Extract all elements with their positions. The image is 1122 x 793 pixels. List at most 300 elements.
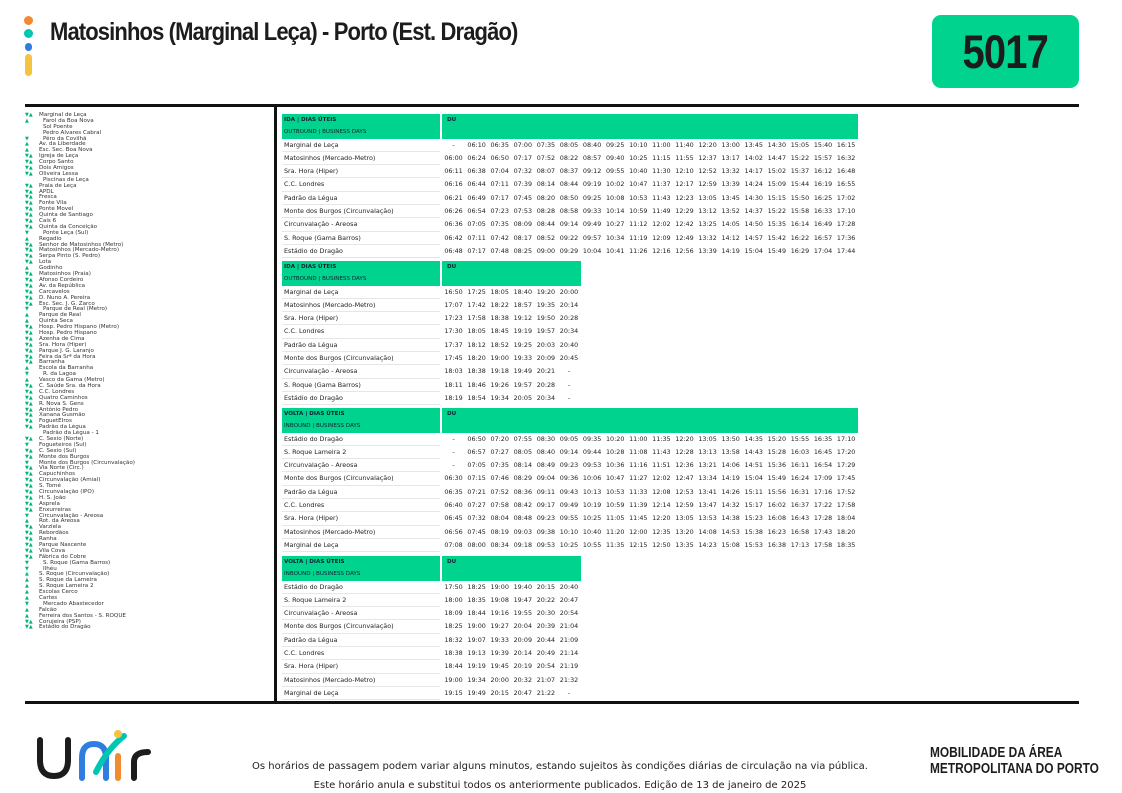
departure-time: 07:05: [467, 461, 486, 470]
departure-time: 06:40: [444, 501, 463, 510]
departure-time: 12:29: [675, 207, 694, 216]
stop-name: R. da Lagoa: [43, 371, 76, 378]
departure-time: 19:34: [490, 393, 509, 402]
direction-marker: ▼▲: [25, 406, 33, 413]
departure-time: 19:19: [467, 662, 486, 671]
row-stop-name: Matosinhos (Mercado-Metro): [282, 151, 440, 164]
departure-time: 19:00: [490, 582, 509, 591]
departure-time: 07:11: [490, 180, 509, 189]
departure-time: 09:53: [536, 540, 556, 549]
timetable-3: [282, 408, 858, 552]
timetable-row: [282, 607, 581, 620]
departure-time: 15:36: [767, 461, 787, 470]
stop-name: Parque Nascente: [39, 542, 87, 549]
departure-time: 18:46: [467, 380, 486, 389]
departure-time: 08:14: [536, 180, 556, 189]
departure-time: -: [452, 447, 455, 456]
departure-time: 09:03: [513, 527, 533, 536]
departure-time: 11:12: [629, 220, 648, 229]
stop-list: [25, 113, 270, 631]
departure-time: 16:14: [790, 220, 810, 229]
direction-marker: ▲: [25, 583, 29, 590]
departure-time: 18:19: [444, 393, 463, 402]
stop-name: Quinta de Santiago: [39, 212, 93, 219]
table-subtitle: OUTBOUND | BUSINESS DAYS: [282, 273, 440, 285]
departure-time: 12:10: [675, 167, 694, 176]
departure-time: 07:35: [490, 461, 509, 470]
departure-time: 19:08: [490, 595, 509, 604]
departure-time: 09:43: [559, 487, 579, 496]
departure-time: 06:54: [467, 207, 486, 216]
row-stop-name: Monte dos Burgos (Circunvalação): [282, 352, 440, 365]
departure-time: 13:34: [698, 474, 717, 483]
stop-name: Vasco da Gama (Metro): [39, 377, 105, 384]
departure-time: 06:24: [467, 153, 486, 162]
stop-name: Fresca: [39, 194, 57, 201]
timetable-row: [282, 312, 581, 325]
direction-marker: ▼▲: [25, 271, 33, 278]
departure-time: 12:36: [675, 461, 694, 470]
departure-time: 07:52: [490, 487, 509, 496]
departure-time: 17:58: [836, 501, 856, 510]
departure-time: 12:20: [652, 514, 671, 523]
stop-name: Cais 6: [39, 218, 57, 225]
table-subtitle: INBOUND | BUSINESS DAYS: [282, 420, 440, 432]
departure-time: 12:14: [652, 501, 671, 510]
departure-time: 17:22: [813, 501, 833, 510]
stop-name: Fonte Vila: [39, 200, 67, 207]
departure-time: 08:05: [559, 140, 579, 149]
table-subtitle-row: [282, 420, 858, 432]
departure-time: 15:56: [767, 487, 787, 496]
stop-name: Farol da Boa Nova: [43, 117, 94, 124]
departure-time: 19:33: [490, 635, 509, 644]
row-stop-name: Sra. Hora (Hiper): [282, 312, 440, 325]
direction-marker: ▼: [25, 600, 29, 607]
timetable-row: [282, 378, 581, 391]
departure-time: 07:45: [513, 193, 533, 202]
departure-time: 14:38: [721, 514, 740, 523]
departure-time: 09:12: [582, 167, 602, 176]
departure-time: 20:05: [513, 393, 533, 402]
timetable-row: [282, 365, 581, 378]
departure-time: 18:12: [467, 340, 486, 349]
departure-time: 19:00: [467, 622, 486, 631]
stop-name: Matosinhos (Mercado-Metro): [39, 247, 120, 254]
timetable-row: [282, 633, 581, 646]
departure-time: 13:50: [721, 434, 740, 443]
timetable-row: [282, 151, 858, 164]
departure-time: -: [567, 367, 571, 376]
departure-time: 19:47: [513, 595, 533, 604]
departure-time: 15:37: [790, 167, 810, 176]
stop-name: Circunvalação (IPO): [39, 489, 95, 495]
departure-time: 15:11: [744, 487, 763, 496]
row-stop-name: Marginal de Leça: [282, 286, 440, 299]
direction-marker: ▲: [25, 606, 29, 613]
stop-name: Carcavelos: [39, 288, 70, 295]
departure-time: 17:37: [444, 340, 463, 349]
direction-marker: ▼: [25, 229, 29, 236]
stop-name: Padrão da Légua: [39, 424, 86, 431]
departure-time: 15:50: [790, 193, 810, 202]
departure-time: 09:14: [559, 220, 579, 229]
departure-time: 17:28: [813, 514, 833, 523]
direction-marker: ▲: [25, 235, 29, 242]
departure-time: 07:58: [490, 501, 509, 510]
table-title: IDA | DIAS ÚTEIS: [282, 114, 440, 126]
stop-name: Ponte Leça (Sul): [43, 229, 89, 236]
direction-marker: ▲: [25, 377, 29, 384]
stop-name: Vila Cova: [39, 547, 66, 554]
departure-time: 10:41: [605, 246, 625, 255]
timetable-row: [282, 581, 581, 594]
departure-time: 14:19: [721, 246, 740, 255]
stop-name: FoguetEIros: [39, 418, 72, 425]
departure-time: 19:49: [467, 688, 486, 697]
departure-time: 18:25: [467, 582, 486, 591]
departure-time: 20:44: [536, 635, 556, 644]
departure-time: 15:55: [790, 434, 810, 443]
direction-marker: ▼▲: [25, 165, 33, 172]
header-fill: [442, 420, 858, 432]
row-stop-name: Estádio do Dragão: [282, 581, 440, 594]
departure-time: 14:50: [744, 220, 763, 229]
row-stop-name: Matosinhos (Mercado-Metro): [282, 525, 440, 538]
stop-name: Fogueteiros (Sul): [39, 441, 87, 448]
departure-time: 13:05: [675, 514, 694, 523]
direction-marker: ▼▲: [25, 288, 33, 295]
departure-time: 09:53: [582, 461, 602, 470]
stop-name: Matosinhos (Praia): [39, 271, 91, 278]
row-stop-name: Marginal de Leça: [282, 538, 440, 551]
stop-name: H. S. João: [39, 494, 66, 501]
departure-time: 10:25: [582, 514, 602, 523]
stop-name: Escolas Cerco: [39, 589, 78, 596]
departure-time: 15:58: [790, 207, 810, 216]
departure-time: 07:17: [490, 193, 509, 202]
departure-time: 20:30: [536, 609, 556, 618]
departure-time: 20:28: [559, 314, 579, 323]
departure-time: 17:45: [836, 474, 856, 483]
departure-time: 15:20: [767, 434, 787, 443]
stop-name: Pêro da Covilhã: [43, 135, 87, 142]
departure-time: 08:49: [536, 461, 556, 470]
timetable-row: [282, 538, 858, 551]
direction-marker: ▼▲: [25, 530, 33, 537]
direction-marker: ▼▲: [25, 212, 33, 219]
row-stop-name: Padrão da Légua: [282, 191, 440, 204]
departure-time: 09:23: [559, 461, 579, 470]
timetable-row: [282, 525, 858, 538]
departure-time: 20:22: [536, 595, 556, 604]
departure-time: 13:41: [698, 487, 717, 496]
departure-time: 09:55: [559, 514, 579, 523]
departure-time: 14:19: [721, 474, 740, 483]
departure-time: 17:28: [836, 220, 856, 229]
row-stop-name: Monte dos Burgos (Circunvalação): [282, 472, 440, 485]
departure-time: 13:53: [698, 514, 717, 523]
amp-brand: [930, 745, 1099, 777]
direction-marker: ▼▲: [25, 418, 33, 425]
departure-time: 12:15: [629, 540, 648, 549]
row-stop-name: Matosinhos (Mercado-Metro): [282, 298, 440, 311]
row-stop-name: S. Roque (Gama Barros): [282, 378, 440, 391]
departure-time: 08:40: [582, 140, 602, 149]
table-title-row: [282, 556, 581, 568]
timetable-row: [282, 205, 858, 218]
stop-name: Circunvalação - Areosa: [39, 512, 104, 519]
departure-time: 19:20: [536, 287, 556, 296]
direction-marker: ▲: [25, 265, 29, 272]
departure-time: 15:04: [744, 246, 763, 255]
timetable-row: [282, 191, 858, 204]
direction-marker: ▼▲: [25, 335, 33, 342]
departure-time: 14:53: [721, 527, 740, 536]
departure-time: 09:19: [582, 180, 602, 189]
departure-time: 13:39: [698, 246, 717, 255]
direction-marker: ▼▲: [25, 112, 33, 118]
departure-time: 12:59: [698, 180, 717, 189]
direction-marker: ▲: [25, 147, 29, 154]
direction-marker: ▲: [25, 612, 29, 619]
departure-time: 10:34: [605, 233, 625, 242]
direction-marker: ▼▲: [25, 188, 33, 195]
direction-marker: ▼▲: [25, 536, 33, 543]
departure-time: 10:59: [605, 501, 625, 510]
stop-item: [25, 625, 270, 631]
departure-time: 11:05: [605, 514, 625, 523]
departure-time: 13:20: [675, 527, 694, 536]
direction-marker: ▼▲: [25, 524, 33, 531]
stop-name: Azenha de Cima: [39, 335, 85, 342]
departure-time: 06:11: [444, 167, 463, 176]
stop-name: APDL: [39, 188, 54, 195]
departure-time: 10:04: [582, 246, 602, 255]
stop-name: Parque de Real: [39, 312, 81, 319]
direction-marker: ▼▲: [25, 424, 33, 431]
departure-time: 20:32: [513, 675, 533, 684]
stop-name: Monte dos Burgos (Circunvalação): [39, 459, 135, 466]
departure-time: 07:23: [490, 207, 509, 216]
stop-name: D. Nuno A. Pereira: [39, 294, 91, 301]
stop-name: Dois Amigos: [39, 165, 74, 172]
direction-marker: ▼▲: [25, 182, 33, 189]
departure-time: -: [567, 380, 571, 389]
departure-time: 17:50: [444, 582, 463, 591]
departure-time: 09:44: [582, 447, 602, 456]
departure-time: 16:48: [836, 167, 856, 176]
departure-time: 15:17: [744, 501, 763, 510]
departure-time: 18:32: [444, 635, 463, 644]
departure-time: 07:17: [467, 246, 486, 255]
departure-time: 16:54: [813, 461, 833, 470]
row-stop-name: S. Roque Lameira 2: [282, 445, 440, 458]
day-type: DU: [442, 408, 858, 420]
timetable-row: [282, 512, 858, 525]
departure-time: 16:25: [813, 193, 833, 202]
stop-name: Corpo Santo: [39, 159, 74, 166]
footer-note-variation: Os horários de passagem podem variar alguns minutos, estando sujeitos às condições diárias de circulação na via pública.: [252, 761, 868, 772]
departure-time: 14:32: [721, 501, 740, 510]
departure-time: 15:22: [790, 153, 810, 162]
departure-time: 17:10: [836, 434, 856, 443]
departure-time: -: [452, 140, 455, 149]
departure-time: 10:10: [629, 140, 648, 149]
departure-time: 09:29: [559, 246, 579, 255]
departure-time: 08:14: [513, 461, 533, 470]
departure-time: 15:23: [744, 514, 763, 523]
table-subtitle: INBOUND | BUSINESS DAYS: [282, 568, 440, 580]
departure-time: 16:29: [790, 246, 810, 255]
row-stop-name: C.C. Londres: [282, 178, 440, 191]
departure-time: 07:05: [467, 220, 486, 229]
departure-time: 19:55: [513, 609, 533, 618]
departure-time: 15:08: [721, 540, 740, 549]
timetable-row: [282, 352, 581, 365]
timetable-row: [282, 485, 858, 498]
departure-time: 20:04: [513, 622, 533, 631]
departure-time: 17:20: [836, 447, 856, 456]
departure-time: 06:16: [444, 180, 463, 189]
departure-time: 19:49: [513, 367, 533, 376]
departure-time: 09:25: [582, 193, 602, 202]
stop-name: Ferreira dos Santos - S. ROQUE: [39, 612, 126, 619]
departure-time: 06:42: [444, 233, 463, 242]
departure-time: 21:09: [559, 635, 579, 644]
departure-time: 20:54: [536, 662, 556, 671]
departure-time: 11:15: [652, 153, 671, 162]
departure-time: 15:44: [790, 180, 810, 189]
departure-time: 19:07: [467, 635, 486, 644]
direction-marker: ▲: [25, 365, 29, 372]
departure-time: 08:05: [513, 447, 533, 456]
stop-name: Senhor de Matosinhos (Metro): [39, 241, 124, 248]
departure-time: 13:32: [698, 233, 717, 242]
row-stop-name: Circunvalação - Areosa: [282, 218, 440, 231]
departure-time: 14:23: [698, 540, 717, 549]
stop-name: Ranha: [39, 536, 57, 543]
table-subtitle-row: [282, 273, 581, 285]
departure-time: 16:55: [836, 180, 856, 189]
departure-time: 08:17: [513, 233, 533, 242]
departure-time: 19:12: [513, 314, 533, 323]
departure-time: 18:35: [467, 595, 486, 604]
departure-time: 18:00: [444, 595, 463, 604]
departure-time: 10:13: [582, 487, 602, 496]
departure-time: 20:14: [559, 300, 579, 309]
stop-name: C. Sexio (Norte): [39, 435, 84, 442]
stop-name: C. Sexio (Sul): [39, 447, 77, 454]
direction-marker: ▼▲: [25, 218, 33, 225]
stop-name: Fábrica do Cobre: [39, 553, 87, 560]
departure-time: 18:25: [444, 622, 463, 631]
departure-time: 12:16: [652, 246, 671, 255]
timetable-2: [282, 261, 581, 405]
direction-marker: ▲: [25, 571, 29, 578]
timetable-row: [282, 139, 858, 152]
direction-marker: ▼▲: [25, 300, 33, 307]
stop-name: Rot. da Areosa: [39, 518, 80, 525]
departure-time: 13:17: [721, 153, 740, 162]
direction-marker: ▼▲: [25, 200, 33, 207]
departure-time: 11:26: [629, 246, 648, 255]
timetable-row: [282, 433, 858, 446]
direction-marker: ▼▲: [25, 276, 33, 283]
stop-name: Lota: [39, 259, 52, 266]
departure-time: 06:50: [490, 153, 509, 162]
departure-time: 10:08: [605, 193, 625, 202]
stop-name: Parque J. G. Laranjo: [39, 347, 94, 354]
direction-marker: ▼▲: [25, 341, 33, 348]
departure-time: 09:40: [605, 153, 625, 162]
orange-dot: [24, 16, 33, 25]
departure-time: 06:48: [444, 246, 463, 255]
stop-name: Varziela: [39, 524, 62, 531]
departure-time: 07:32: [467, 514, 486, 523]
departure-time: 08:28: [536, 207, 556, 216]
departure-time: 16:35: [813, 434, 833, 443]
header-fill: [442, 126, 858, 138]
departure-time: 08:37: [559, 167, 579, 176]
stop-name: S. Roque da Lameira: [39, 577, 97, 584]
departure-time: 11:43: [652, 447, 671, 456]
departure-time: 17:44: [836, 246, 856, 255]
stop-name: Piscinas de Leça: [43, 176, 89, 183]
departure-time: 07:53: [513, 207, 533, 216]
departure-time: 19:00: [444, 675, 463, 684]
departure-time: 13:39: [721, 180, 740, 189]
departure-time: 21:22: [536, 688, 556, 697]
departure-time: 21:14: [559, 649, 579, 658]
stop-name: Falcão: [39, 606, 57, 613]
departure-time: 12:47: [675, 474, 694, 483]
departure-time: 06:57: [467, 447, 486, 456]
departure-time: 16:22: [790, 233, 810, 242]
departure-time: 13:45: [744, 140, 763, 149]
direction-marker: ▼▲: [25, 153, 33, 160]
stop-name: Serpa Pinto (S. Pedro): [39, 253, 101, 260]
row-stop-name: C.C. Londres: [282, 325, 440, 338]
direction-marker: ▼▲: [25, 170, 33, 177]
row-stop-name: Estádio do Dragão: [282, 244, 440, 257]
departure-time: 16:38: [767, 540, 787, 549]
stop-name: Pedro Alvares Cabral: [43, 129, 102, 136]
departure-time: 16:23: [767, 527, 787, 536]
day-type: DU: [442, 114, 858, 126]
direction-marker: ▼▲: [25, 388, 33, 395]
departure-time: 09:11: [536, 487, 556, 496]
stop-name: Escola da Barranha: [39, 365, 94, 372]
row-stop-name: Padrão da Légua: [282, 633, 440, 646]
departure-time: 11:40: [675, 140, 694, 149]
departure-time: 17:42: [467, 300, 486, 309]
departure-time: 18:22: [490, 300, 509, 309]
departure-time: 21:19: [559, 662, 579, 671]
stop-name: Estádio do Dragão: [39, 624, 91, 631]
departure-time: 11:35: [605, 540, 625, 549]
departure-time: 14:43: [744, 447, 763, 456]
direction-marker: ▼▲: [25, 506, 33, 513]
departure-time: 08:44: [559, 180, 579, 189]
stop-name: Oliveira Lessa: [39, 170, 79, 177]
direction-marker: ▼▲: [25, 471, 33, 478]
departure-time: 11:35: [652, 434, 671, 443]
departure-time: 09:14: [559, 447, 579, 456]
departure-time: 12:20: [675, 434, 694, 443]
departure-time: 07:08: [444, 540, 463, 549]
departure-time: 17:16: [813, 487, 833, 496]
